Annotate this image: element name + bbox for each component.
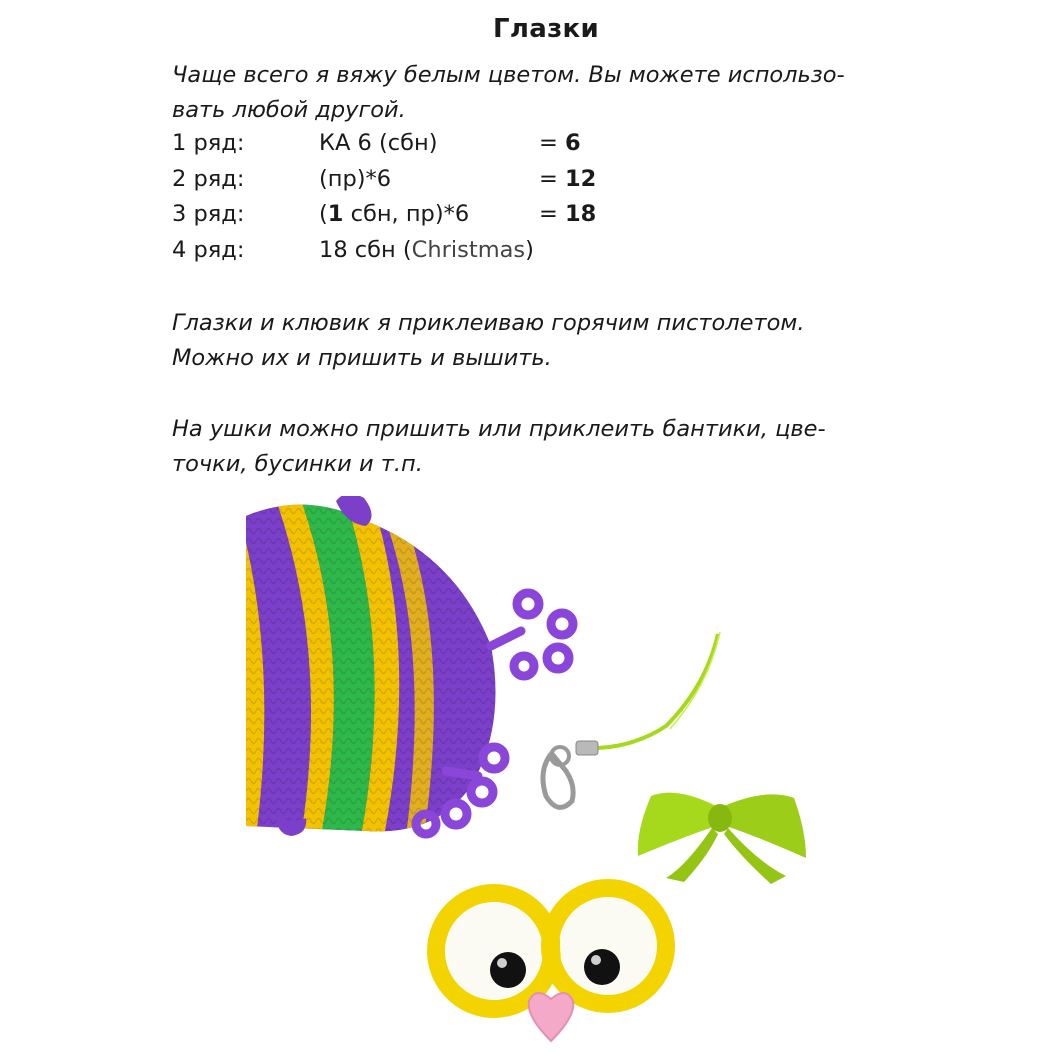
owl-illustration	[246, 496, 846, 1060]
ears-note-line-1: На ушки можно пришить или приклеить бантики, цве-	[172, 416, 826, 442]
pink-heart-beak	[529, 993, 574, 1041]
row-instruction: КА 6 (сбн)	[319, 130, 438, 156]
owl-eyes	[436, 888, 666, 1041]
row-label: 4 ряд:	[172, 236, 245, 263]
ears-note	[172, 412, 932, 482]
row-total: = 18	[539, 201, 597, 227]
glue-note-line-1: Глазки и клювик я приклеиваю горячим пистолетом.	[172, 310, 805, 336]
ears-note-line-2: точки, бусинки и т.п.	[172, 451, 423, 477]
row-label: 1 ряд:	[172, 130, 245, 156]
glue-note-line-2: Можно их и пришить и вышить.	[172, 345, 552, 371]
green-ribbon-bow	[638, 793, 806, 884]
glue-note	[172, 306, 932, 376]
intro-paragraph	[172, 58, 932, 128]
right-eye	[550, 888, 666, 1004]
row-label: 3 ряд:	[172, 201, 245, 227]
owl-ear-top	[491, 593, 573, 676]
row-total: = 6	[539, 130, 581, 156]
row-label: 2 ряд:	[172, 165, 245, 192]
row-instruction: (1 сбн, пр)*6	[319, 201, 470, 227]
page-title: Глазки	[493, 14, 599, 44]
row-total: = 12	[539, 165, 597, 192]
intro-line-2: вать любой другой.	[172, 97, 406, 123]
row-instruction: (пр)*6	[319, 165, 392, 192]
row-instruction: 18 сбн (Christmas)	[319, 236, 534, 263]
owl-photo	[246, 496, 846, 1060]
left-eye	[436, 893, 552, 1009]
intro-line-1: Чаще всего я вяжу белым цветом. Вы можете использо-	[172, 62, 845, 88]
